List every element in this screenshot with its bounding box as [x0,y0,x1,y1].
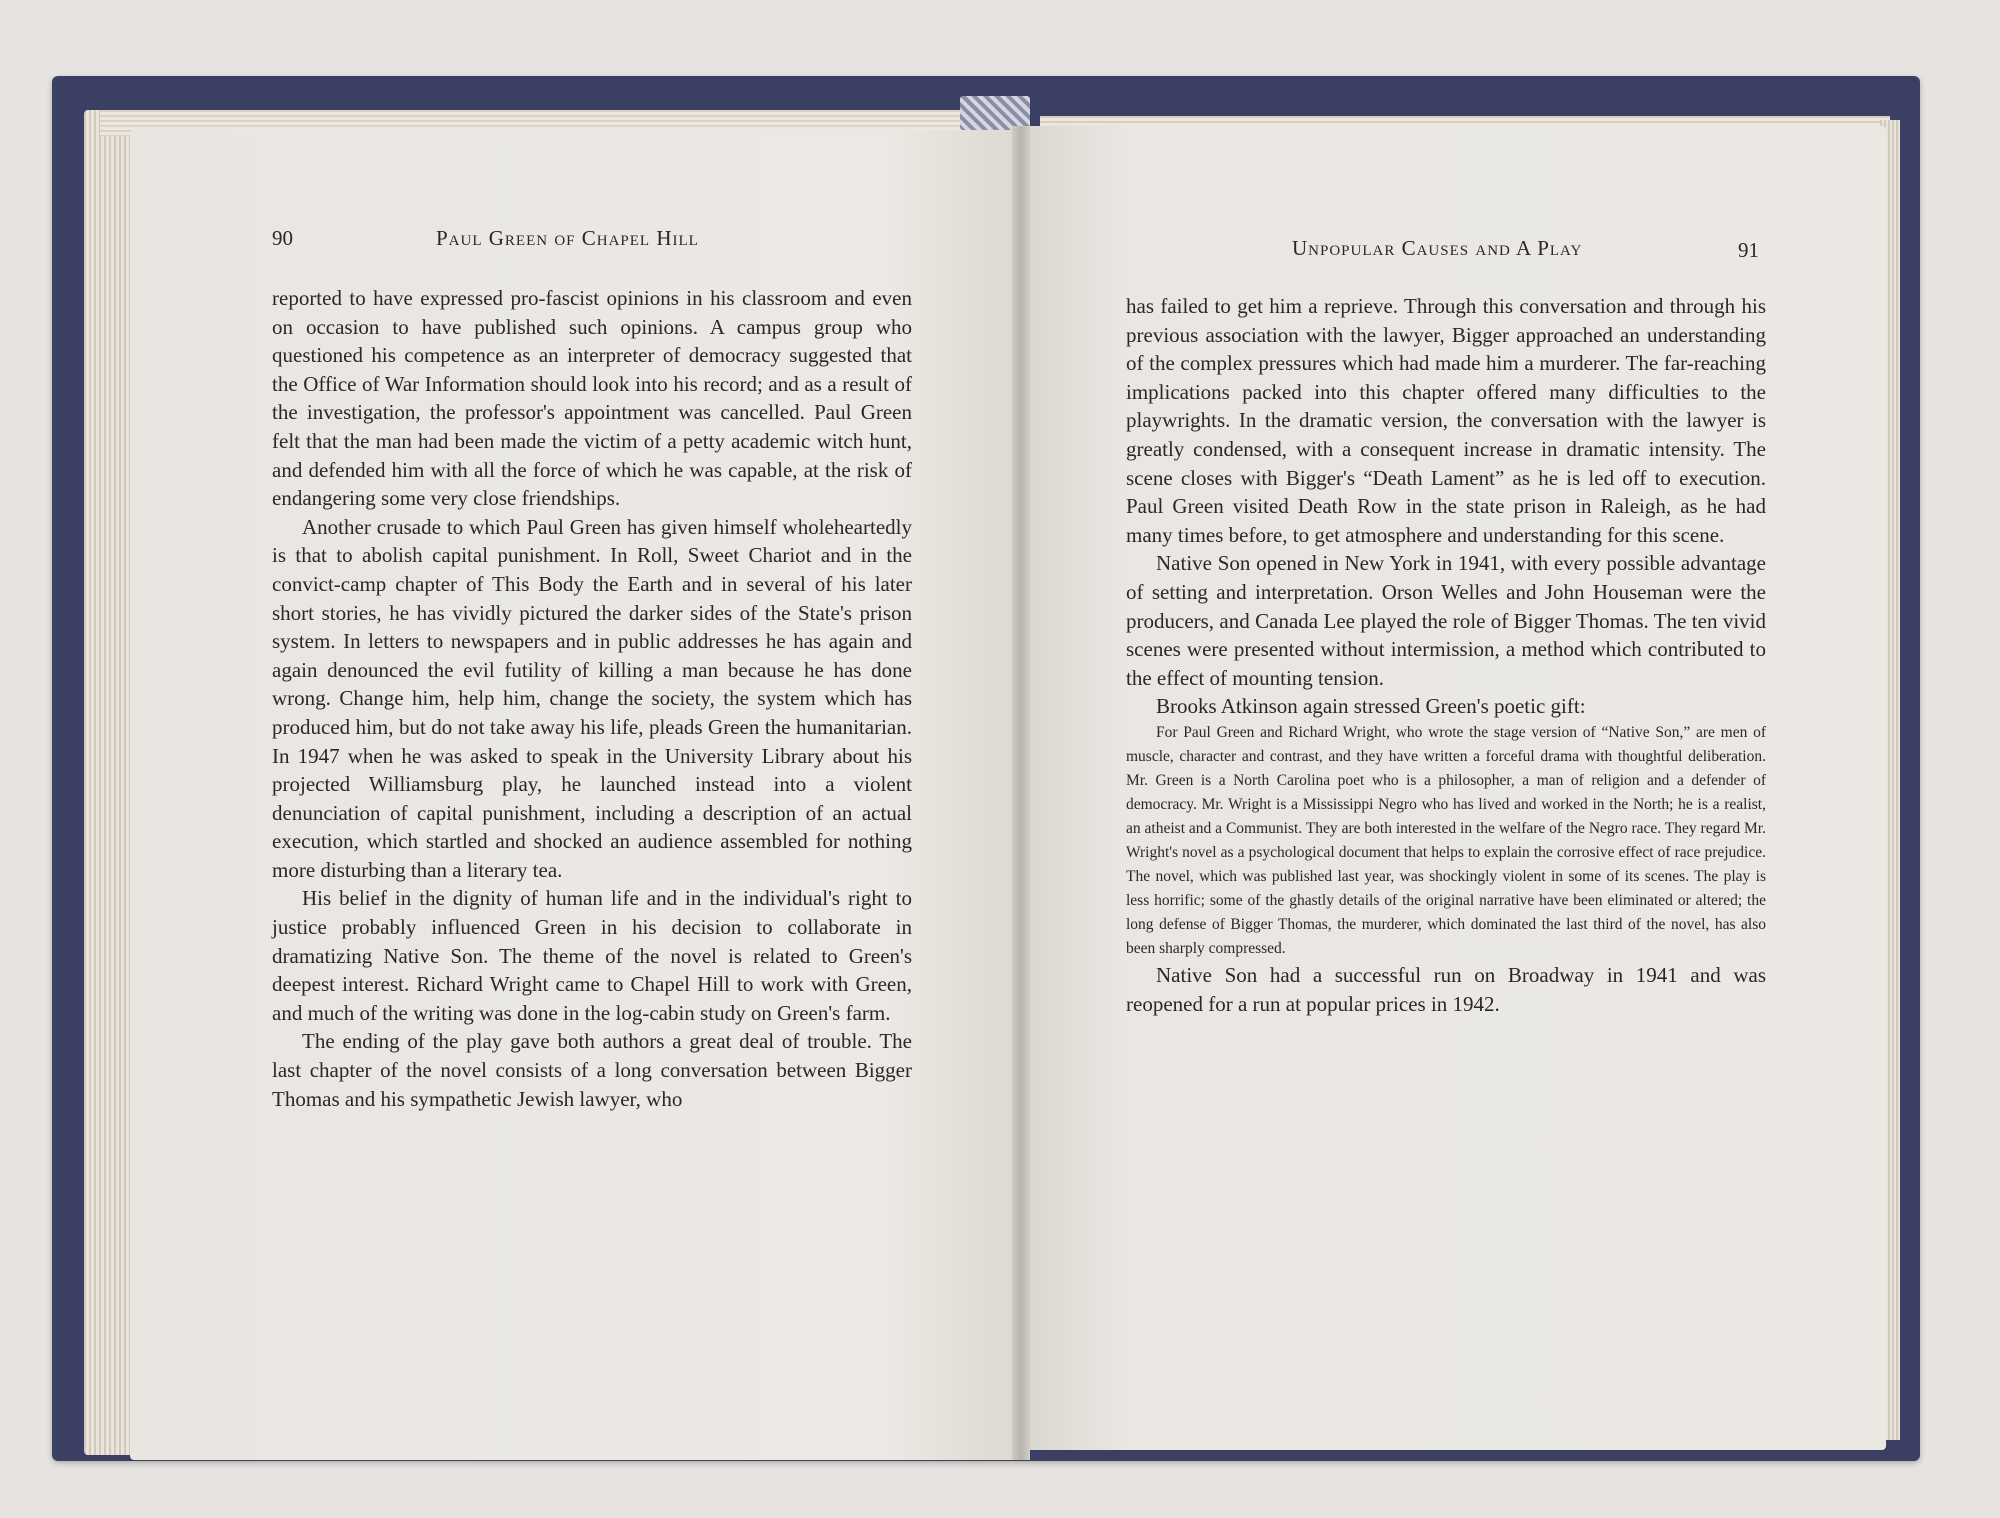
spine-binding [960,96,1030,130]
right-page-number: 91 [1738,238,1759,262]
paragraph: His belief in the dignity of human life and in the individual's right to justice probably influenced Green in his decision to collaborate in dramatizing Native Son. The theme of the novel is related to Green's deepest interest. Richard Wright came to Chapel Hill to work with Green, and much of the writing was done in the log-cabin study on Green's farm. [272,886,912,1025]
paragraph: Another crusade to which Paul Green has given himself wholeheartedly is that to abolish capital punishment. In Roll, Sweet Chariot and in the convict-camp chapter of This Body the Earth and in several of his later short stories, he has vividly pictured the darker sides of the State's prison system. In letters to newspapers and in public addresses he has again and again denounced the evil futility of killing a man because he has done wrong. Change him, help him, change the society, the system which has produced him, but do not take away his life, pleads Green the humanitarian. In 1947 when he was asked to speak in the University Library about his projected Williamsburg play, he launched instead into a violent denunciation of capital punishment, including a description of an actual execution, which startled and shocked an audience assembled for nothing more disturbing than a literary tea. [272,514,912,882]
paragraph: Native Son opened in New York in 1941, with every possible advantage of setting and interpretation. Orson Welles and John Houseman were the producers, and Canada Lee played the role of Bigger Thomas. The ten vivid scenes were presented without intermission, a method which contributed to the effect of mounting tension. [1126,551,1766,690]
page-edges-left [84,110,134,1455]
paragraph: has failed to get him a reprieve. Through this conversation and through his previous association with the lawyer, Bigger approached an understanding of the complex pressures which had made him a murderer. The far-reaching implications packed into this chapter offered many difficulties to the playwrights. In the dramatic version, the conversation with the lawyer is greatly condensed, with a consequent increase in dramatic intensity. The scene closes with Bigger's “Death Lament” as he is led off to execution. Paul Green visited Death Row in the state prison in Raleigh, as he had many times before, to get atmosphere and understanding for this scene. [1126,294,1766,547]
paragraph: reported to have expressed pro-fascist opinions in his classroom and even on occasion to have published such opinions. A campus group who questioned his competence as an interpreter of democracy suggested that the Office of War Information should look into his record; and as a result of the investigation, the professor's appointment was cancelled. Paul Green felt that the man had been made the victim of a petty academic witch hunt, and defended him with all the force of which he was capable, at the risk of endangering some very close friendships. [272,286,912,511]
left-page-body [272,284,912,1113]
closing-paragraph: Native Son had a successful run on Broadway in 1941 and was reopened for a run at popular prices in 1942. [1126,962,1766,1016]
right-page-body [1126,292,1766,1018]
left-running-head: Paul Green of Chapel Hill [436,226,699,250]
paragraph: The ending of the play gave both authors a great deal of trouble. The last chapter of the novel consists of a long conversation between Bigger Thomas and his sympathetic Jewish lawyer, who [272,1029,912,1111]
block-quote: For Paul Green and Richard Wright, who wrote the stage version of “Native Son,” are men of muscle, character and contrast, and they have written a forceful drama with thoughtful deliberation. Mr. Green is a North Carolina poet who is a philosopher, a man of religion and a defender of democracy. Mr. Wright is a Mississippi Negro who has lived and worked in the North; he is a realist, an atheist and a Communist. They are both interested in the welfare of the Negro race. They regard Mr. Wright's novel as a psychological document that helps to explain the corrosive effect of race prejudice. The novel, which was published last year, was shockingly violent in some of its scenes. The play is less horrific; some of the ghastly details of the original narrative have been eliminated or altered; the long defense of Bigger Thomas, the murderer, which dominated the last third of the novel, has also been sharply compressed. [1126,723,1766,957]
right-running-head: Unpopular Causes and A Play [1292,236,1583,260]
book-gutter [1012,126,1030,1460]
left-page-number: 90 [272,226,293,250]
paragraph: Brooks Atkinson again stressed Green's poetic gift: [1156,694,1586,719]
